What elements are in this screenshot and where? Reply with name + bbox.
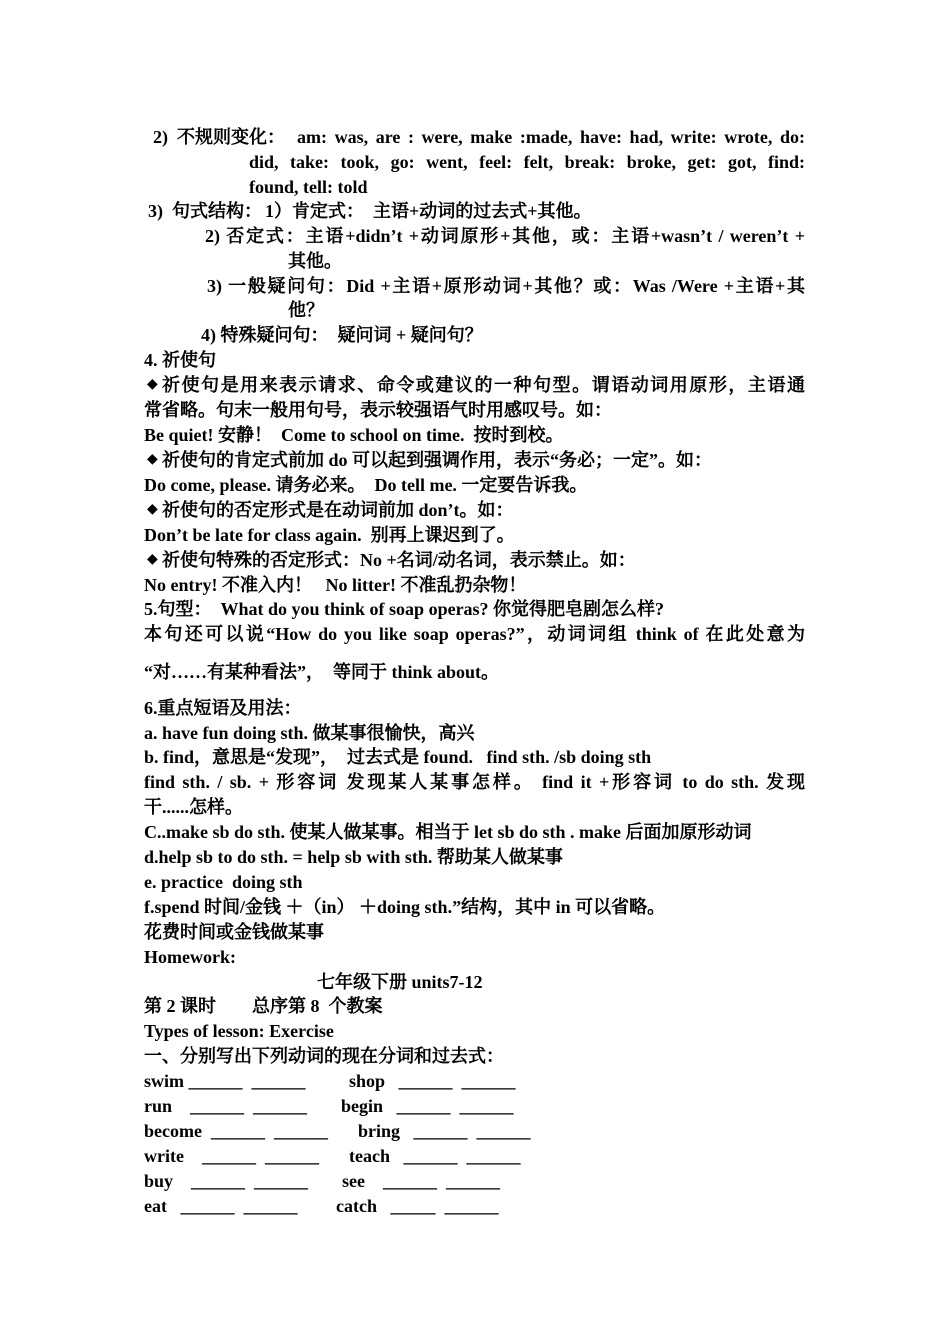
verb-item-left: swim ______ ______	[144, 1071, 306, 1091]
lesson-type: Types of lesson: Exercise	[144, 1021, 334, 1041]
bullet-icon: ◆	[147, 377, 158, 392]
phrase-c: C..make sb do sth. 使某人做某事。相当于 let sb do sth . make 后面加原形动词	[144, 822, 752, 842]
phrase-e: e. practice doing sth	[144, 872, 303, 892]
verb-item-right: catch _____ ______	[336, 1196, 499, 1216]
verb-item-left: buy ______ ______	[144, 1171, 309, 1191]
imperative-example-1: Be quiet! 安静！ Come to school on time. 按时到校。	[144, 425, 564, 445]
verb-item-left: write ______ ______	[144, 1146, 319, 1166]
imperative-heading: 4. 祈使句	[144, 350, 216, 370]
phrase-b-line-3: 干......怎样。	[144, 797, 243, 817]
verb-item-left: eat ______ ______	[144, 1196, 298, 1216]
bullet-icon: ◆	[147, 502, 158, 517]
bullet-icon: ◆	[147, 452, 158, 467]
verb-item-right: see ______ ______	[342, 1171, 500, 1191]
imperative-p3: 祈使句的否定形式是在动词前加 don’t。如：	[162, 500, 514, 520]
structure-negative-2: 其他。	[288, 251, 342, 271]
verb-item-right: begin ______ ______	[341, 1096, 514, 1116]
bullet-icon: ◆	[147, 552, 158, 567]
verb-item-right: bring ______ ______	[358, 1121, 531, 1141]
structure-question-1: 3) 一般疑问句：Did +主语+原形动词+其他？或：Was /Were +主语+其	[207, 276, 805, 296]
irregular-line-2: did, take: took, go: went, feel: felt, break: broke, get: got, find:	[249, 152, 805, 172]
phrase-a: a. have fun doing sth. 做某事很愉快，高兴	[144, 723, 475, 743]
phrase-b-line-1: b. find，意思是“发现”， 过去式是 found. find sth. /sb doing sth	[144, 747, 652, 767]
phrase-f-line-2: 花费时间或金钱做某事	[144, 922, 324, 942]
irregular-line-1: am: was, are : were, make :made, have: had, write: wrote, do:	[297, 127, 805, 147]
exercise-heading: 一、分别写出下列动词的现在分词和过去式：	[144, 1046, 504, 1066]
structure-question-2: 他？	[288, 300, 324, 320]
phrase-f-line-1: f.spend 时间/金钱 ＋（in） ＋doing sth.”结构，其中 in 可以省略。	[144, 897, 666, 917]
lesson-period: 第 2 课时 总序第 8 个教案	[144, 996, 383, 1016]
imperative-p1-line-1: 祈使句是用来表示请求、命令或建议的一种句型。谓语动词用原形，主语通	[162, 375, 805, 395]
structure-affirmative: 1）肯定式： 主语+动词的过去式+其他。	[265, 201, 592, 221]
sentence-pattern-line-3: “对……有某种看法”， 等同于 think about。	[144, 662, 500, 682]
phrase-b-line-2: find sth. / sb. + 形容词 发现某人某事怎样。 find it +形容词 to do sth. 发现	[144, 772, 805, 792]
sentence-pattern-line-2: 本句还可以说“How do you like soap operas?”，动词词组 think of 在此处意为	[144, 624, 805, 644]
homework-label: Homework:	[144, 947, 236, 967]
structure-negative-1: 2) 否定式：主语+didn’t +动词原形+其他，或：主语+wasn’t / weren’t +	[205, 226, 805, 246]
verb-item-left: become ______ ______	[144, 1121, 328, 1141]
verb-item-right: shop ______ ______	[349, 1071, 516, 1091]
irregular-line-3: found, tell: told	[249, 177, 368, 197]
imperative-example-2: Do come, please. 请务必来。 Do tell me. 一定要告诉我。	[144, 475, 588, 495]
structure-label: 3) 句式结构：	[148, 201, 262, 221]
lesson-title: 七年级下册 units7-12	[317, 972, 483, 992]
imperative-example-3: Don’t be late for class again. 别再上课迟到了。	[144, 525, 515, 545]
structure-wh-question: 4) 特殊疑问句： 疑问词 + 疑问句？	[201, 325, 483, 345]
sentence-pattern-line-1: 5.句型： What do you think of soap operas? 你觉得肥皂剧怎么样?	[144, 599, 665, 619]
phrases-heading: 6.重点短语及用法：	[144, 698, 302, 718]
imperative-p2: 祈使句的肯定式前加 do 可以起到强调作用，表示“务必；一定”。如：	[162, 450, 713, 470]
phrase-d: d.help sb to do sth. = help sb with sth. 帮助某人做某事	[144, 847, 563, 867]
imperative-example-4: No entry! 不准入内！ No litter! 不准乱扔杂物！	[144, 575, 527, 595]
imperative-p1-line-2: 常省略。句末一般用句号，表示较强语气时用感叹号。如：	[144, 400, 612, 420]
verb-item-right: teach ______ ______	[349, 1146, 521, 1166]
imperative-p4: 祈使句特殊的否定形式：No +名词/动名词，表示禁止。如：	[162, 550, 636, 570]
verb-item-left: run ______ ______	[144, 1096, 308, 1116]
irregular-label: 2) 不规则变化：	[153, 127, 285, 147]
